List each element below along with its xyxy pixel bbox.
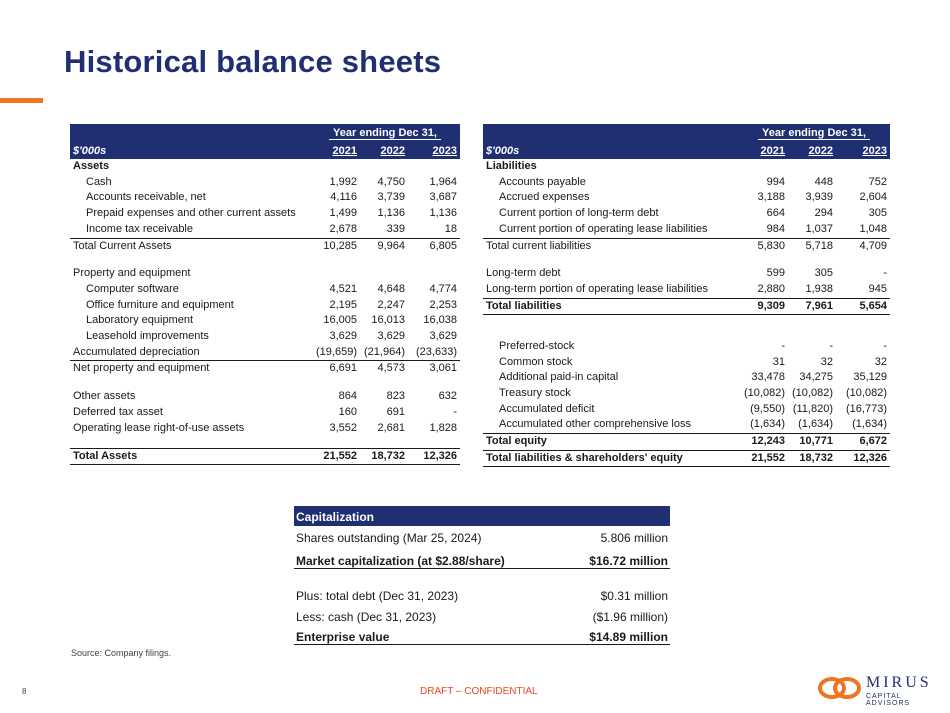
table-row: Cash 1,992 4,750 1,964 [86, 175, 457, 188]
table-row: Laboratory equipment 16,005 16,013 16,038 [86, 314, 457, 327]
year-header: Year ending Dec 31, [310, 124, 460, 143]
year-2023: 2023 [836, 143, 890, 159]
market-cap-value: $16.72 million [589, 554, 668, 568]
table-row: Treasury stock (10,082) (10,082) (10,082) [499, 386, 887, 399]
year-2023: 2023 [408, 143, 460, 159]
source-note: Source: Company filings. [71, 648, 172, 658]
table-row: Assets [73, 160, 110, 172]
table-row: Property and equipment [73, 267, 191, 280]
table-row: Deferred tax asset 160 691 - [73, 405, 457, 418]
cash-label: Less: cash (Dec 31, 2023) [296, 610, 437, 624]
table-row: Other assets 864 823 632 [73, 390, 457, 403]
table-row: Total liabilities 9,309 7,961 5,654 [483, 298, 890, 315]
table-row: Common stock 31 32 32 [499, 355, 887, 368]
table-row: Accumulated deficit (9,550) (11,820) (16,773) [499, 402, 887, 415]
total-debt-row [294, 584, 670, 603]
table-row: Total Assets 21,552 18,732 12,326 [70, 448, 460, 465]
year-2021: 2021 [738, 143, 788, 159]
logo-mark-icon [818, 676, 862, 700]
page-number: 8 [22, 687, 27, 696]
logo-name: MIRUS [866, 674, 932, 691]
table-row: Accumulated other comprehensive loss (1,634) (1,634) (1,634) [483, 417, 890, 433]
cash-value: ($1.96 million) [592, 610, 668, 624]
table-row: Net property and equipment 6,691 4,573 3,061 [73, 362, 457, 375]
table-row: Total Current Assets 10,285 9,964 6,805 [73, 239, 457, 252]
capitalization-header: Capitalization [294, 506, 670, 526]
table-row: Total current liabilities 5,830 5,718 4,709 [486, 239, 887, 252]
table-row: Income tax receivable 2,678 339 18 [70, 222, 460, 238]
table-row: Accounts payable 994 448 752 [499, 175, 887, 188]
table-row: Long-term portion of operating lease liabilities 2,880 1,938 945 [483, 282, 890, 298]
table-row: Total equity 12,243 10,771 6,672 [483, 434, 890, 451]
table-row: Office furniture and equipment 2,195 2,247 2,253 [86, 298, 457, 311]
unit-label: $'000s [483, 143, 738, 159]
table-row: Accrued expenses 3,188 3,939 2,604 [499, 191, 887, 204]
total-debt-value: $0.31 million [600, 589, 668, 603]
liabilities-table [483, 124, 890, 467]
cash-row [294, 603, 670, 624]
year-2021: 2021 [310, 143, 360, 159]
shares-outstanding-label: Shares outstanding (Mar 25, 2024) [296, 531, 482, 545]
shares-outstanding-row [294, 526, 670, 545]
title-accent-bar [0, 98, 43, 103]
page-title: Historical balance sheets [64, 44, 442, 79]
table-row: Accounts receivable, net 4,116 3,739 3,687 [86, 191, 457, 204]
table-row: Operating lease right-of-use assets 3,552 2,681 1,828 [73, 421, 457, 434]
table-row: Current portion of long-term debt 664 294 305 [499, 207, 887, 220]
capitalization-table [294, 506, 670, 645]
market-cap-label: Market capitalization (at $2.88/share) [296, 554, 505, 568]
table-row: Long-term debt 599 305 - [486, 267, 887, 280]
enterprise-value-label: Enterprise value [296, 630, 390, 644]
shares-outstanding-value: 5.806 million [600, 531, 668, 545]
draft-confidential-label: DRAFT – CONFIDENTIAL [420, 686, 538, 697]
year-2022: 2022 [360, 143, 408, 159]
table-row: Prepaid expenses and other current assets 1,499 1,136 1,136 [86, 207, 457, 220]
table-row: Total liabilities & shareholders' equity 21,552 18,732 12,326 [483, 450, 890, 467]
table-row: Leasehold improvements 3,629 3,629 3,629 [86, 330, 457, 343]
enterprise-value-row [294, 624, 670, 645]
year-header: Year ending Dec 31, [738, 124, 890, 143]
table-row: Additional paid-in capital 33,478 34,275 35,129 [499, 371, 887, 384]
table-row: Preferred-stock - - - [499, 339, 887, 352]
assets-table [70, 124, 460, 465]
market-cap-row [294, 545, 670, 569]
table-row: Computer software 4,521 4,648 4,774 [86, 282, 457, 295]
enterprise-value-value: $14.89 million [589, 630, 668, 644]
company-logo [818, 670, 936, 706]
total-debt-label: Plus: total debt (Dec 31, 2023) [296, 589, 459, 603]
table-row: Liabilities [486, 160, 537, 172]
table-row: Accumulated depreciation (19,659) (21,964) (23,633) [70, 345, 460, 361]
unit-label: $'000s [70, 143, 310, 159]
year-2022: 2022 [788, 143, 836, 159]
table-row: Current portion of operating lease liabilities 984 1,037 1,048 [483, 222, 890, 238]
logo-subtitle: CAPITAL ADVISORS [866, 693, 911, 707]
